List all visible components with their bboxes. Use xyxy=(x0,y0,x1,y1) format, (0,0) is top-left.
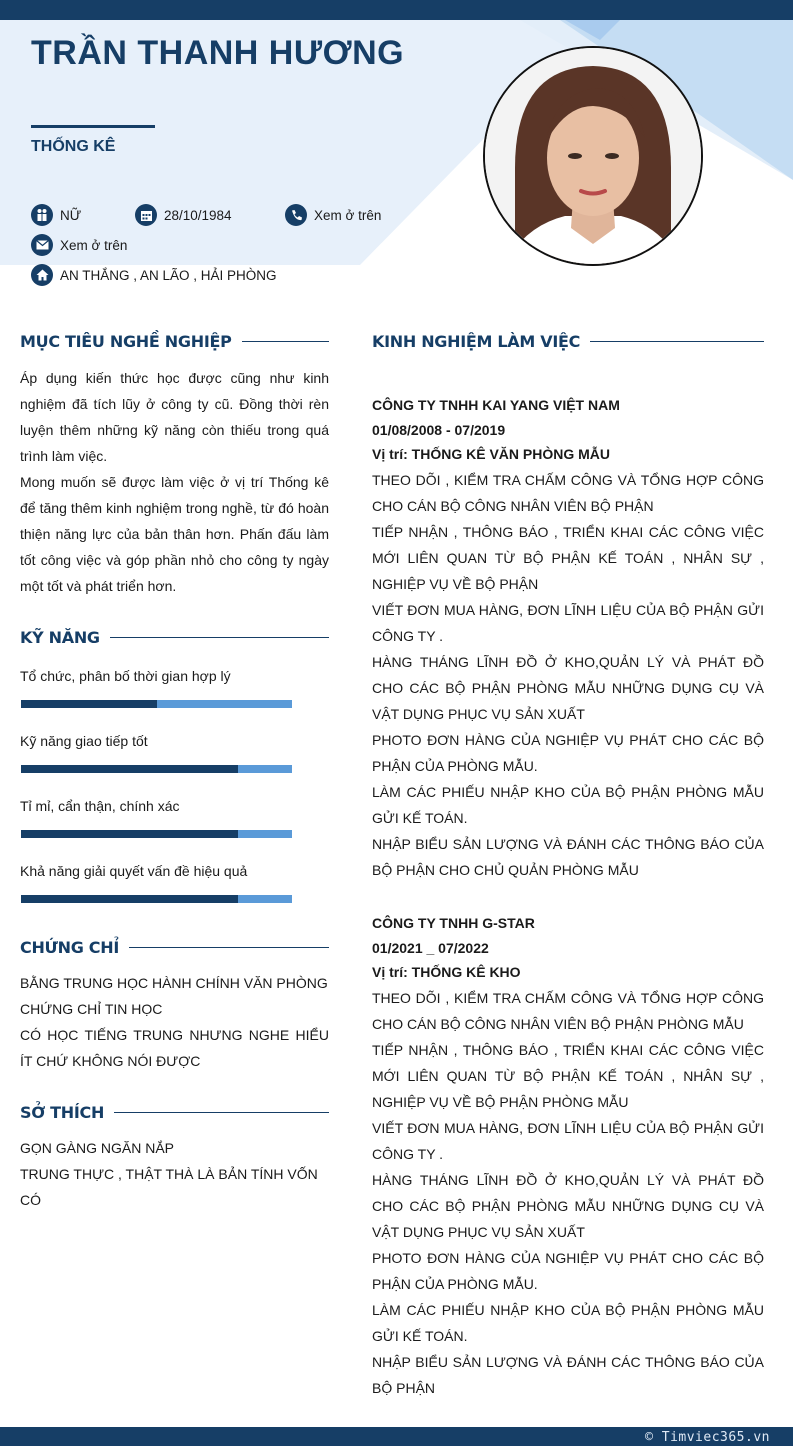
job-entry xyxy=(372,393,764,883)
job-company: CÔNG TY TNHH G-STAR xyxy=(372,915,535,931)
phone-icon xyxy=(285,204,307,226)
profile-photo xyxy=(483,46,703,266)
skill-label: Tỉ mỉ, cẩn thận, chính xác xyxy=(20,798,180,814)
skill-label: Khả năng giải quyết vấn đề hiệu quả xyxy=(20,863,248,879)
address-info xyxy=(31,264,277,286)
job-position: Vị trí: THỐNG KÊ VĂN PHÒNG MẪU xyxy=(372,446,611,462)
certificates-heading-line xyxy=(129,947,329,948)
job-description: THEO DÕI , KIỂM TRA CHẤM CÔNG VÀ TỔNG HỢP CÔNG CHO CÁN BỘ CÔNG NHÂN VIÊN BỘ PHẬN TIẾP NHẬN , THÔNG BÁO , TRIỂN KHAI CÁC CÔNG VIỆC MỚI LIÊN QUAN TỪ BỘ PHẬN KẾ TOÁN , NHÂN SỰ , NGHIỆP VỤ VỀ BỘ PHẬN VIẾT ĐƠN MUA HÀNG, ĐƠN LĨNH LIỆU CỦA BỘ PHẬN GỬI CÔNG TY . HÀNG THÁNG LĨNH ĐỒ Ở KHO,QUẢN LÝ VÀ PHÁT ĐỒ CHO CÁC BỘ PHẬN PHÒNG MẪU NHỮNG DỤNG CỤ VÀ VẬT DỤNG PHỤC VỤ SẢN XUẤT PHOTO ĐƠN HÀNG CỦA NGHIỆP VỤ PHÁT CHO CÁC BỘ PHẬN CỦA PHÒNG MẪU. LÀM CÁC PHIẾU NHẬP KHO CỦA BỘ PHẬN PHÒNG MẪU GỬI KẾ TOÁN. NHẬP BIỂU SẢN LƯỢNG VÀ ĐÁNH CÁC THÔNG BÁO CỦA BỘ PHẬN CHO CHỦ QUẢN PHÒNG MẪU xyxy=(372,471,764,878)
job-title: THỐNG KÊ xyxy=(31,138,116,155)
skill-bar xyxy=(21,830,292,838)
gender-info xyxy=(31,204,81,226)
job-period: 01/2021 _ 07/2022 xyxy=(372,939,489,956)
email-info xyxy=(31,234,127,256)
top-accent-bar xyxy=(0,0,793,20)
skill-bar xyxy=(21,895,292,903)
objective-paragraph-1: Áp dụng kiến thức học được cũng như kinh nghiệm đã tích lũy ở công ty cũ. Đồng thời rèn luyện thêm những kỹ năng còn thiếu trong quá trình làm việc. xyxy=(20,370,329,464)
experience-title: KINH NGHIỆM LÀM VIỆC xyxy=(372,332,581,351)
calendar-icon xyxy=(135,204,157,226)
gender-value: NỮ xyxy=(60,207,82,223)
hobbies-heading-line xyxy=(114,1112,329,1113)
footer-brand: © Timviec365.vn xyxy=(645,1430,770,1445)
hobbies-title: SỞ THÍCH xyxy=(20,1103,105,1122)
phone-info xyxy=(285,204,381,226)
objective-title: MỤC TIÊU NGHỀ NGHIỆP xyxy=(20,332,232,351)
certificates-title: CHỨNG CHỈ xyxy=(20,938,119,957)
home-icon xyxy=(31,264,53,286)
candidate-name: TRẦN THANH HƯƠNG xyxy=(31,34,405,72)
objective-heading xyxy=(20,332,329,351)
birthday-value: 28/10/1984 xyxy=(164,207,232,223)
skill-bar-fill xyxy=(21,700,157,708)
email-icon xyxy=(31,234,53,256)
certificates-list: BẰNG TRUNG HỌC HÀNH CHÍNH VĂN PHÒNG CHỨNG CHỈ TIN HỌC CÓ HỌC TIẾNG TRUNG NHƯNG NGHE HIỂU ÍT CHỨ KHÔNG NÓI ĐƯỢC xyxy=(20,975,329,1069)
skill-label: Tổ chức, phân bố thời gian hợp lý xyxy=(20,668,231,684)
experience-heading-line xyxy=(590,341,764,342)
job-period: 01/08/2008 - 07/2019 xyxy=(372,421,506,438)
experience-heading xyxy=(372,332,764,351)
skill-bar-fill xyxy=(21,830,238,838)
gender-icon xyxy=(31,204,53,226)
hobbies-heading xyxy=(20,1103,329,1122)
birthday-info xyxy=(135,204,232,226)
objective-heading-line xyxy=(242,341,329,342)
job-description: THEO DÕI , KIỂM TRA CHẤM CÔNG VÀ TỔNG HỢP CÔNG CHO CÁN BỘ CÔNG NHÂN VIÊN BỘ PHẬN PHÒNG MẪU TIẾP NHẬN , THÔNG BÁO , TRIỂN KHAI CÁC CÔNG VIỆC MỚI LIÊN QUAN TỪ BỘ PHẬN KẾ TOÁN , NHÂN SỰ , NGHIỆP VỤ VỀ BỘ PHẬN PHÒNG MẪU VIẾT ĐƠN MUA HÀNG, ĐƠN LĨNH LIỆU CỦA BỘ PHẬN GỬI CÔNG TY . HÀNG THÁNG LĨNH ĐỒ Ở KHO,QUẢN LÝ VÀ PHÁT ĐỒ CHO CÁC BỘ PHẬN PHÒNG MẪU NHỮNG DỤNG CỤ VÀ VẬT DỤNG PHỤC VỤ SẢN XUẤT PHOTO ĐƠN HÀNG CỦA NGHIỆP VỤ PHÁT CHO CÁC BỘ PHẬN CỦA PHÒNG MẪU. LÀM CÁC PHIẾU NHẬP KHO CỦA BỘ PHẬN PHÒNG MẪU GỬI KẾ TOÁN. NHẬP BIỂU SẢN LƯỢNG VÀ ĐÁNH CÁC THÔNG BÁO CỦA BỘ PHẬN xyxy=(372,989,764,1396)
name-underline xyxy=(31,125,155,128)
email-value: Xem ở trên xyxy=(60,237,128,253)
address-value: AN THẮNG , AN LÃO , HẢI PHÒNG xyxy=(60,267,277,283)
skills-title: KỸ NĂNG xyxy=(20,628,100,647)
skills-heading-line xyxy=(110,637,329,638)
job-company: CÔNG TY TNHH KAI YANG VIỆT NAM xyxy=(372,397,620,413)
phone-value: Xem ở trên xyxy=(314,207,382,223)
skills-heading xyxy=(20,628,329,647)
skill-label: Kỹ năng giao tiếp tốt xyxy=(20,733,148,749)
skill-bar xyxy=(21,765,292,773)
skill-bar xyxy=(21,700,292,708)
objective-paragraph-2: Mong muốn sẽ được làm việc ở vị trí Thống kê để tăng thêm kinh nghiệm trong nghề, từ đó hoàn thiện năng lực của bản thân hơn. Phấn đấu làm tốt công việc và góp phần nhỏ cho công ty ngày một tốt và phát triển hơn. xyxy=(20,474,329,594)
hobbies-list: GỌN GÀNG NGĂN NẮP TRUNG THỰC , THẬT THÀ LÀ BẢN TÍNH VỐN CÓ xyxy=(20,1140,318,1208)
skill-bar-fill xyxy=(21,895,238,903)
skill-bar-fill xyxy=(21,765,238,773)
certificates-heading xyxy=(20,938,329,957)
job-entry xyxy=(372,911,764,1401)
job-position: Vị trí: THỐNG KÊ KHO xyxy=(372,964,521,980)
